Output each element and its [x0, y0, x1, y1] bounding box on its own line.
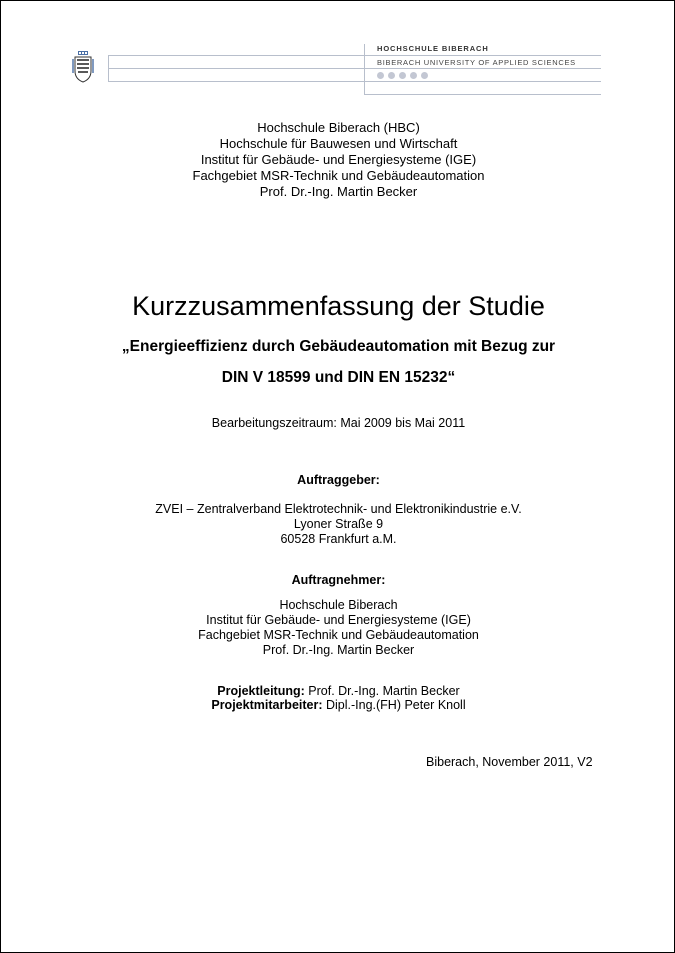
project-lead-label: Projektleitung: — [217, 684, 305, 698]
client-line: Lyoner Straße 9 — [293, 517, 384, 531]
contractor-label: Auftragnehmer: — [291, 573, 386, 587]
institution-line: Institut für Gebäude- und Energiesysteme (IGE) — [200, 152, 477, 167]
institution-line: Hochschule für Bauwesen und Wirtschaft — [219, 136, 458, 151]
institution-block — [1, 120, 675, 200]
header-dot — [421, 72, 428, 79]
institution-line: Prof. Dr.-Ing. Martin Becker — [259, 184, 418, 199]
header-rule-lower — [364, 94, 601, 95]
header-rule-left — [108, 55, 109, 82]
client-line: 60528 Frankfurt a.M. — [280, 532, 397, 546]
project-staff-value: Dipl.-Ing.(FH) Peter Knoll — [322, 698, 466, 712]
header-dot — [377, 72, 384, 79]
header-rule-top — [108, 55, 601, 56]
header-dots — [377, 72, 428, 79]
period-text: Bearbeitungszeitraum: Mai 2009 bis Mai 2011 — [211, 416, 466, 430]
header-dot — [399, 72, 406, 79]
client-label: Auftraggeber: — [297, 473, 380, 487]
date-line: Biberach, November 2011, V2 — [426, 755, 593, 769]
university-name: HOCHSCHULE BIBERACH — [377, 44, 489, 53]
institution-line: Fachgebiet MSR-Technik und Gebäudeautomation — [192, 168, 485, 183]
header-rule-bottom — [108, 81, 601, 82]
contractor-line: Prof. Dr.-Ing. Martin Becker — [262, 643, 415, 657]
contractor-line: Institut für Gebäude- und Energiesysteme (IGE) — [206, 613, 471, 627]
header-dot — [410, 72, 417, 79]
project-lead-value: Prof. Dr.-Ing. Martin Becker — [304, 684, 460, 698]
project-staff-label: Projektmitarbeiter: — [211, 698, 323, 712]
header-dot — [388, 72, 395, 79]
contractor-block — [1, 598, 675, 658]
contractor-line: Hochschule Biberach — [279, 598, 398, 612]
project-staff — [1, 698, 675, 713]
page-title: Kurzzusammenfassung der Studie — [132, 291, 545, 321]
header-rule-divider — [364, 44, 365, 95]
header-rule-middle — [108, 68, 601, 69]
study-subtitle-line1: „Energieeffizienz durch Gebäudeautomation mit Bezug zur — [121, 338, 556, 355]
coat-of-arms-icon — [72, 51, 94, 83]
contractor-line: Fachgebiet MSR-Technik und Gebäudeautomation — [198, 628, 479, 642]
project-lead — [1, 684, 675, 699]
institution-line: Hochschule Biberach (HBC) — [257, 120, 420, 135]
client-line: ZVEI – Zentralverband Elektrotechnik- und Elektronikindustrie e.V. — [155, 502, 522, 516]
client-block — [1, 502, 675, 547]
university-subtitle: BIBERACH UNIVERSITY OF APPLIED SCIENCES — [377, 58, 576, 67]
study-subtitle-line2: DIN V 18599 und DIN EN 15232“ — [221, 369, 456, 386]
